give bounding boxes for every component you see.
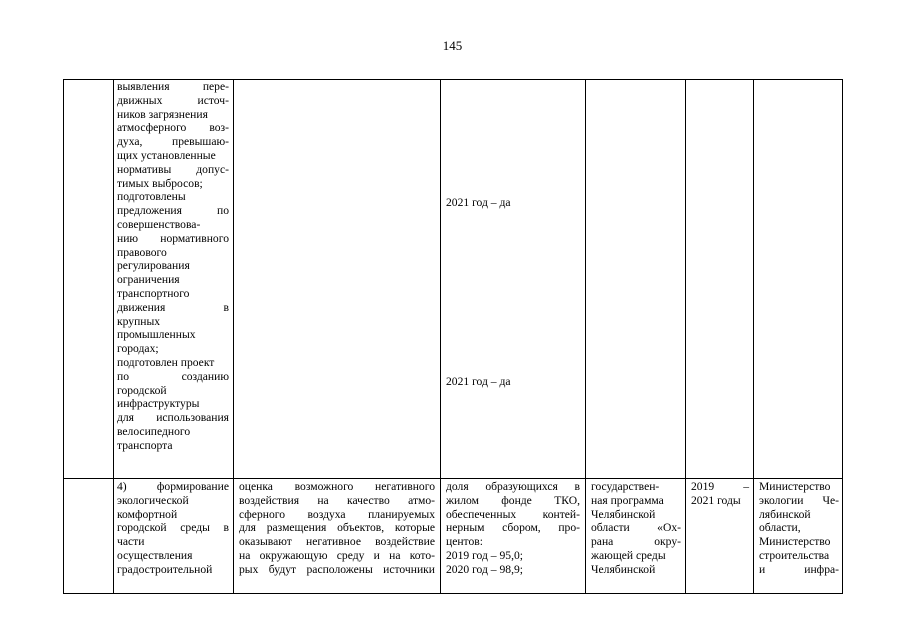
column-divider	[585, 79, 586, 594]
text-line: доля образующихся в	[446, 480, 580, 493]
text-line: по созданию	[117, 369, 229, 383]
text-line: области «Ох-	[591, 521, 681, 535]
column-divider	[233, 79, 234, 594]
text-line: ограничения	[117, 273, 180, 287]
text-line: предложения по	[117, 204, 229, 218]
row2-indicator-cell	[446, 480, 580, 577]
table-border-bottom	[63, 593, 843, 594]
text-line: движных источ-	[117, 93, 229, 107]
row2-program-cell	[591, 480, 681, 577]
text-line: атмосферного воз-	[117, 121, 229, 135]
text-line: нию нормативного	[117, 231, 229, 245]
text-line: комфортной	[117, 507, 178, 521]
row2-period-cell	[691, 480, 749, 508]
text-line: городской	[117, 383, 167, 397]
row1-indicator-1: 2021 год – да	[446, 196, 511, 209]
row2-measure-cell	[117, 480, 229, 577]
text-line: рана окру-	[591, 535, 681, 549]
text-line: совершенствова-	[117, 217, 201, 231]
text-line: оказывают негативное воздействие	[239, 535, 435, 549]
text-line: Челябинской	[591, 562, 656, 576]
text-line: регулирования	[117, 259, 190, 273]
text-line: экологии Че-	[759, 493, 839, 507]
text-line: экологической	[117, 493, 189, 507]
column-divider	[63, 79, 64, 594]
text-line: рых будут расположены источники	[239, 562, 435, 576]
row2-responsible-cell	[759, 480, 839, 577]
row-divider	[63, 478, 843, 479]
text-line: крупных	[117, 314, 161, 328]
text-line: ная программа	[591, 493, 664, 507]
text-line: 4) формирование	[117, 480, 229, 493]
text-line: государствен-	[591, 480, 660, 493]
text-line: транспорта	[117, 438, 173, 452]
text-line: оценка возможного негативного	[239, 480, 435, 493]
text-line: 2020 год – 98,9;	[446, 562, 524, 576]
document-table	[63, 79, 843, 594]
text-line: для использования	[117, 411, 229, 425]
text-line: осуществления	[117, 548, 193, 562]
text-line: инфраструктуры	[117, 397, 200, 411]
text-line: Министерство	[759, 535, 831, 549]
text-line: ников загрязнения	[117, 107, 208, 121]
text-line: 2019 год – 95,0;	[446, 548, 524, 562]
text-line: транспортного	[117, 286, 190, 300]
column-divider	[753, 79, 754, 594]
text-line: нормативы допус-	[117, 162, 229, 176]
text-line: Челябинской	[591, 507, 656, 521]
text-line: 2021 годы	[691, 493, 741, 507]
text-line: духа, превышаю-	[117, 135, 229, 149]
row2-task-cell	[239, 480, 435, 577]
text-line: щих установленные	[117, 148, 216, 162]
page-number: 145	[442, 38, 463, 53]
text-line: области,	[759, 521, 801, 535]
text-line: городах;	[117, 342, 159, 356]
text-line: для размещения объектов, которые	[239, 521, 435, 535]
text-line: нерным сбором, про-	[446, 521, 580, 535]
text-line: воздействия на качество атмо-	[239, 493, 435, 507]
text-line: центов:	[446, 535, 483, 549]
table-border-right	[842, 79, 843, 594]
text-line: Министерство	[759, 480, 831, 493]
text-line: и инфра-	[759, 562, 839, 576]
text-line: велосипедного	[117, 424, 191, 438]
text-line: жающей среды	[591, 548, 666, 562]
row1-measures-cell	[117, 80, 229, 453]
row1-indicator-2: 2021 год – да	[446, 375, 511, 388]
text-line: 2019 –	[691, 480, 749, 493]
text-line: промышленных	[117, 328, 196, 342]
text-line: движения в	[117, 300, 229, 314]
text-line: жилом фонде ТКО,	[446, 493, 580, 507]
text-line: градостроительной	[117, 562, 213, 576]
column-divider	[440, 79, 441, 594]
text-line: обеспеченных контей-	[446, 507, 580, 521]
text-line: городской среды в	[117, 521, 229, 535]
text-line: выявления пере-	[117, 80, 229, 93]
text-line: подготовлены	[117, 190, 186, 204]
text-line: лябинской	[759, 507, 811, 521]
text-line: сферного воздуха планируемых	[239, 507, 435, 521]
text-line: части	[117, 535, 145, 549]
text-line: на окружающую среду и на кото-	[239, 548, 435, 562]
text-line: правового	[117, 245, 167, 259]
column-divider	[685, 79, 686, 594]
column-divider	[113, 79, 114, 594]
text-line: строительства	[759, 548, 830, 562]
text-line: подготовлен проект	[117, 355, 215, 369]
text-line: тимых выбросов;	[117, 176, 203, 190]
